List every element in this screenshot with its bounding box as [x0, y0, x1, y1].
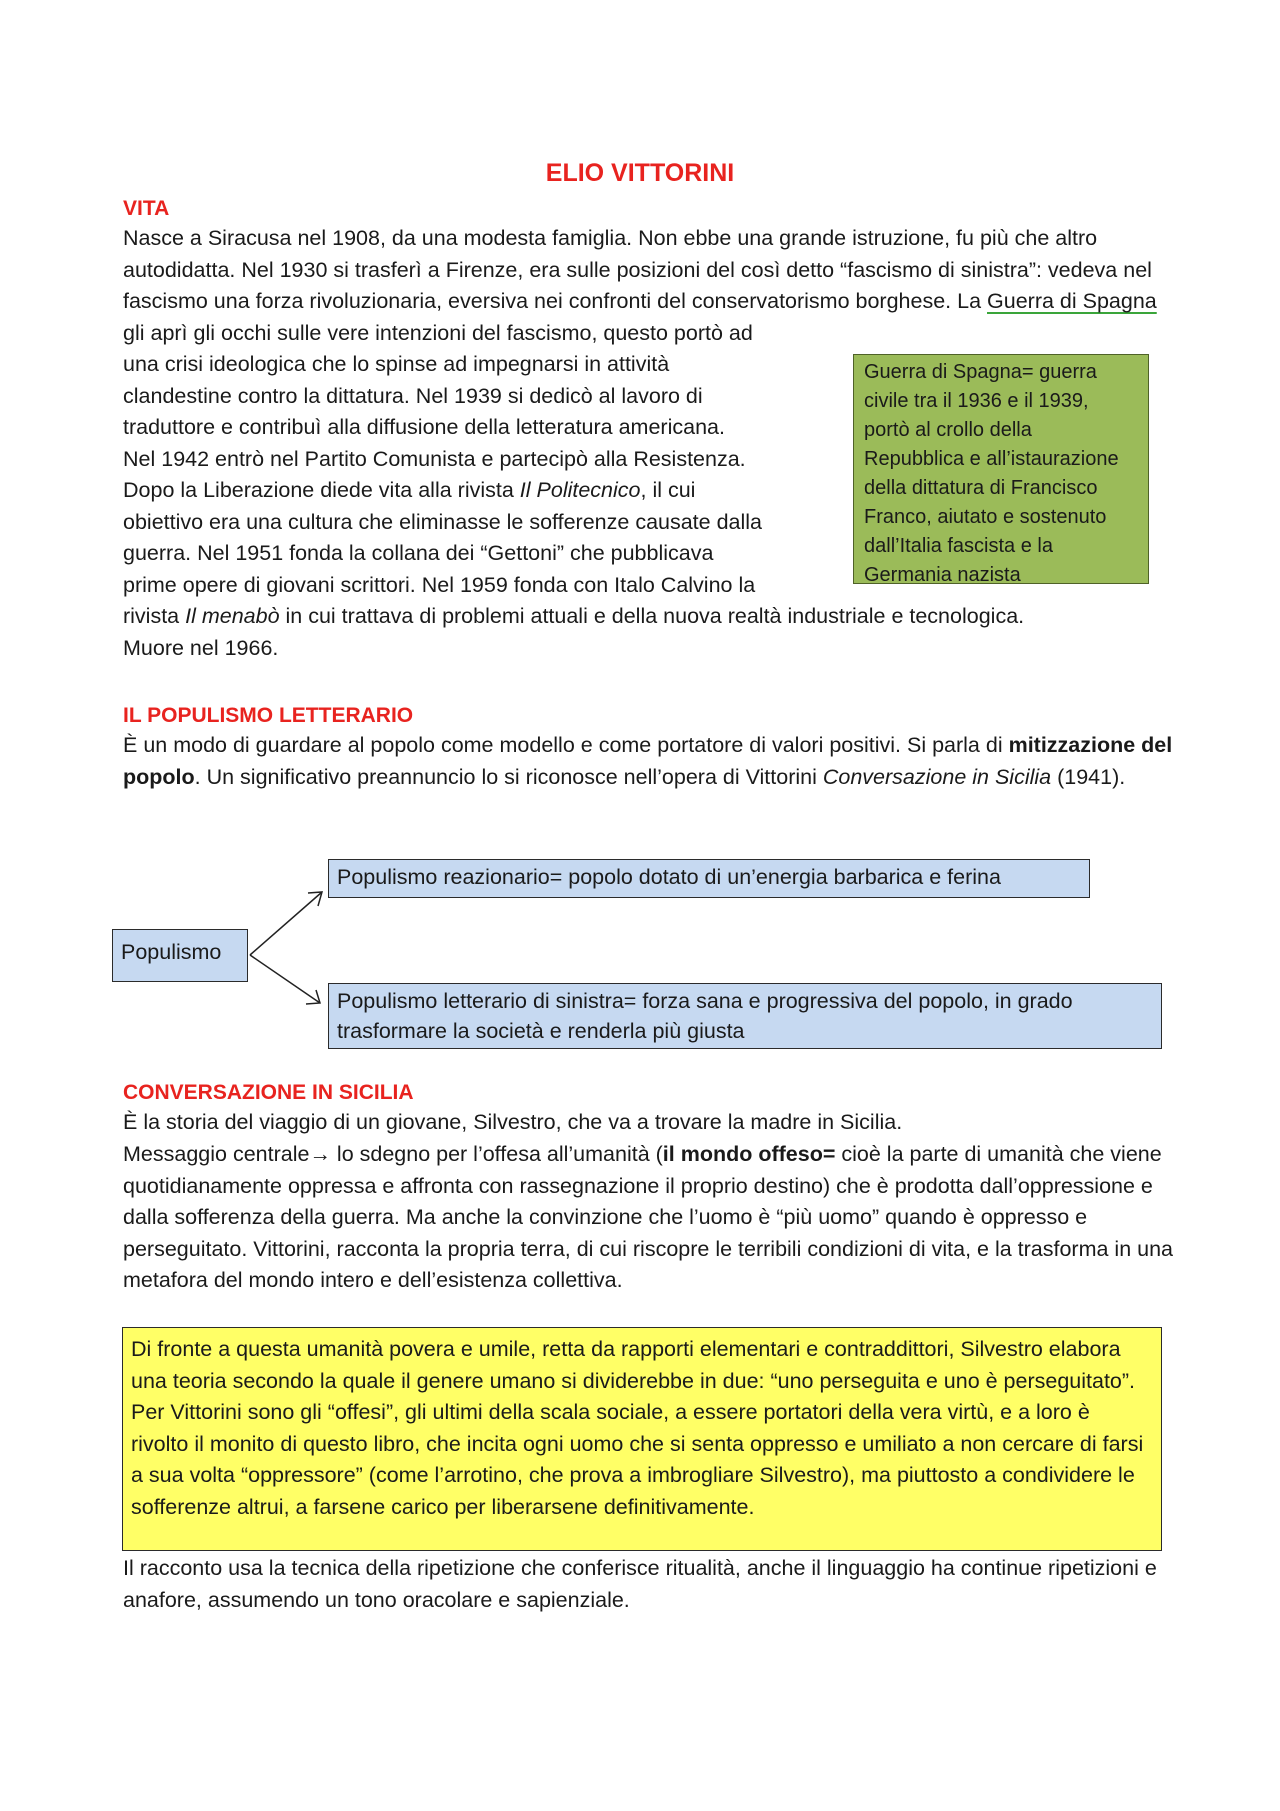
section-heading-conversazione: CONVERSAZIONE IN SICILIA: [123, 1081, 414, 1104]
document-title: ELIO VITTORINI: [545, 159, 735, 187]
mondo-offeso-bold: il mondo offeso=: [662, 1142, 836, 1166]
populismo-paragraph: È un modo di guardare al popolo come modello e come portatore di valori positivi. Si parla di mitizzazione del popolo. Un significativo preannuncio lo si riconosce nell’opera di Vittorini Conversazione in Sicilia (1941).: [123, 733, 1173, 789]
vita-paragraph-column: [123, 349, 853, 601]
vita-line: traduttore e contribuì alla diffusione della letteratura americana.: [123, 415, 725, 439]
vita-line: guerra. Nel 1951 fonda la collana dei “Gettoni” che pubblicava: [123, 541, 714, 565]
guerra-di-spagna-note: Guerra di Spagna= guerra civile tra il 1936 e il 1939, portò al crollo della Repubblica e all’istaurazione della dittatura di Francisco Franco, aiutato e sostenuto dall’Italia fascista e la Germania nazista: [853, 354, 1149, 584]
diagram-branch-sinistra: Populismo letterario di sinistra= forza sana e progressiva del popolo, in grado trasformare la società e renderla più giusta: [328, 983, 1162, 1049]
diagram-branch-reazionario: Populismo reazionario= popolo dotato di un’energia barbarica e ferina: [328, 859, 1090, 898]
conversazione-paragraph-3: Il racconto usa la tecnica della ripetizione che conferisce ritualità, anche il linguaggio ha continue ripetizioni e anafore, assumendo un tono oracolare e sapienziale.: [123, 1556, 1157, 1612]
vita-line: obiettivo era una cultura che eliminasse le sofferenze causate dalla: [123, 509, 763, 534]
diagram-root-populismo: Populismo: [112, 929, 248, 982]
section-heading-populismo: IL POPULISMO LETTERARIO: [123, 704, 414, 727]
conversazione-paragraph-2: Messaggio centrale→ lo sdegno per l’offesa all’umanità (il mondo offeso= cioè la parte di umanità che viene quotidianamente oppressa e affronta con rassegnazione il proprio destino) che è prodotta dall’oppressione e dalla sofferenza della guerra. Ma anche la convinzione che l’uomo è “più uomo” quando è oppresso e perseguitato. Vittorini, racconta la propria terra, di cui riscopre le terribili condizioni di vita, e la trasforma in una metafora del mondo intero e dell’esistenza collettiva.: [123, 1142, 1174, 1292]
vita-line: Dopo la Liberazione diede vita alla rivista Il Politecnico, il cui: [123, 478, 696, 502]
mitizzazione-bold: mitizzazione del popolo: [123, 733, 1173, 789]
vita-line: Nel 1942 entrò nel Partito Comunista e partecipò alla Resistenza.: [123, 446, 746, 471]
conversazione-title: Conversazione in Sicilia: [822, 764, 1052, 789]
vita-line: una crisi ideologica che lo spinse ad impegnarsi in attività: [123, 352, 670, 376]
menabo-title: Il menabò: [185, 604, 280, 628]
vita-paragraph-intro: Nasce a Siracusa nel 1908, da una modesta famiglia. Non ebbe una grande istruzione, fu più che altro autodidatta. Nel 1930 si trasferì a Firenze, era sulle posizioni del così detto “fascismo di sinistra”: vedeva nel fascismo una forza rivoluzionaria, eversiva nei confronti del conservatorismo borghese. La Guerra di Spagna gli aprì gli occhi sulle vere intenzioni del fascismo, questo portò ad: [123, 226, 1157, 345]
vita-line: prime opere di giovani scrittori. Nel 1959 fonda con Italo Calvino la: [123, 572, 756, 597]
vita-line: clandestine contro la dittatura. Nel 1939 si dedicò al lavoro di: [123, 383, 703, 408]
vita-paragraph-end: rivista Il menabò in cui trattava di problemi attuali e della nuova realtà industriale e tecnologica. Muore nel 1966.: [123, 604, 1025, 660]
conversazione-paragraph-1: È la storia del viaggio di un giovane, Silvestro, che va a trovare la madre in Sicilia.: [123, 1110, 903, 1134]
highlight-box: [122, 1327, 1162, 1551]
guerra-di-spagna-link: Guerra di Spagna: [987, 289, 1157, 313]
politecnico-title: Il Politecnico: [519, 478, 641, 502]
section-heading-vita: VITA: [123, 197, 170, 220]
arrow-icon: →: [309, 1142, 331, 1166]
highlight-text: Di fronte a questa umanità povera e umile, retta da rapporti elementari e contraddittori, Silvestro elabora una teoria secondo la quale il genere umano si dividerebbe in due: “uno perseguita e uno è perseguitato”. Per Vittorini sono gli “offesi”, gli ultimi della scala sociale, a essere portatori della vera virtù, e a loro è rivolto il monito di questo libro, che incita ogni uomo che si senta oppresso e umiliato a non cercare di farsi a sua volta “oppressore” (come l’arrotino, che prova a imbrogliare Silvestro), ma piuttosto a condividere le sofferenze altrui, a farsene carico per liberarsene definitivamente.: [131, 1337, 1144, 1519]
